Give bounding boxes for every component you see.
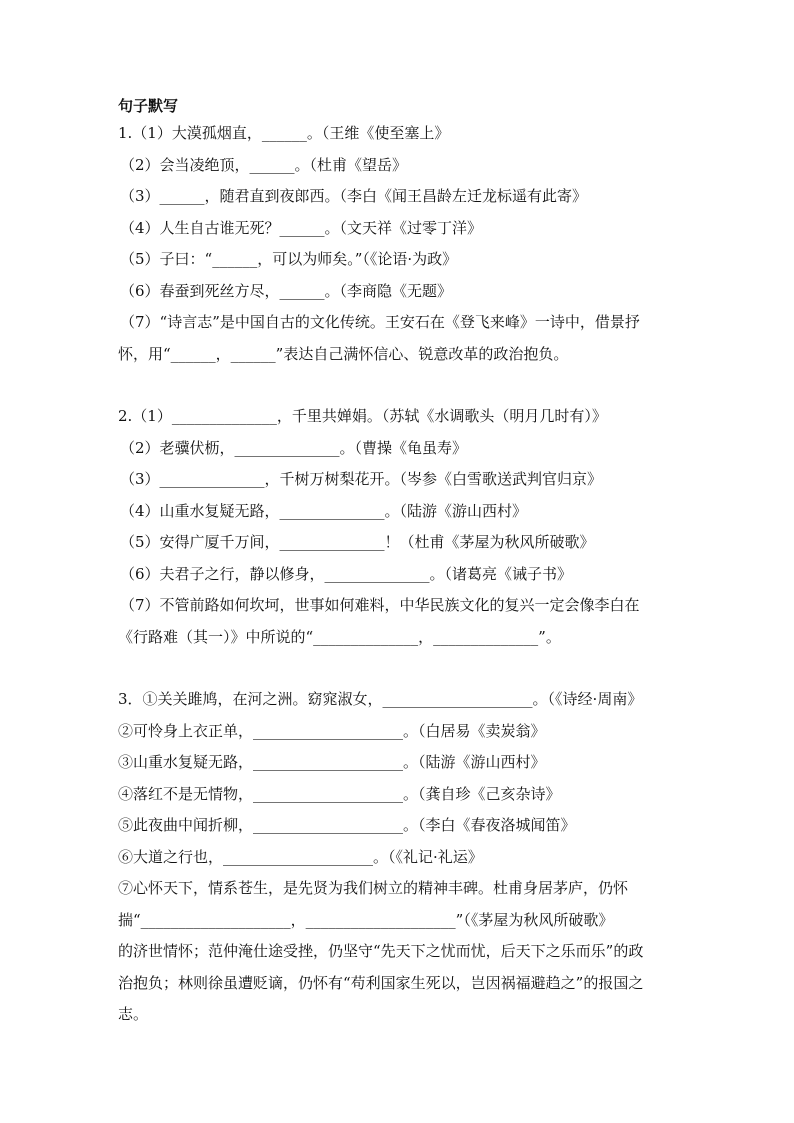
section-title: 句子默写	[118, 97, 179, 115]
q3-line: 3．①关关雎鸠，在河之洲。窈窕淑女，____________________。（《诗经·周南》	[118, 690, 643, 708]
q1-line: （2）会当凌绝顶，______。（杜甫《望岳》	[120, 155, 408, 174]
q3-line: ③山重水复疑无路，____________________。（陆游《游山西村》	[118, 753, 546, 771]
q2-line: 《行路难（其一）》中所说的“______________，______________”。	[118, 627, 561, 646]
q2-line: （7）不管前路如何坎坷，世事如何难料，中华民族文化的复兴一定会像李白在	[120, 596, 640, 614]
q1-line: （6）春蚕到死丝方尽，______。（李商隐《无题》	[120, 281, 453, 300]
q3-line: 的济世情怀；范仲淹仕途受挫，仍坚守“先天下之忧而忧，后天下之乐而乐”的政	[118, 942, 644, 960]
q2-line: （4）山重水复疑无路，______________。（陆游《游山西村》	[120, 501, 528, 520]
spacer	[118, 653, 698, 684]
q1-line: （4）人生自古谁无死？______。（文天祥《过零丁洋》	[120, 218, 483, 237]
q1-line: 怀，用“______，______”表达自己满怀信心、锐意改革的政治抱负。	[118, 344, 569, 363]
q2-line: （3）______________，千树万树梨花开。（岑参《白雪歌送武判官归京》	[120, 470, 603, 488]
q1-line: （3）______，随君直到夜郎西。（李白《闻王昌龄左迁龙标遥有此寄》	[120, 187, 588, 205]
q1-line: （7）“诗言志”是中国自古的文化传统。王安石在《登飞来峰》一诗中，借景抒	[120, 313, 640, 331]
q3-line: ⑥大道之行也，____________________。（《礼记·礼运》	[118, 847, 483, 866]
q2-line: 2.（1）______________，千里共婵娟。（苏轼《水调歌头（明月几时有）》	[118, 407, 607, 425]
q2-line: （6）夫君子之行，静以修身，______________。（诸葛亮《诫子书》	[120, 564, 573, 583]
q2-line: （2）老骥伏枥，______________。（曹操《龟虽寿》	[120, 438, 468, 457]
question-2	[118, 401, 698, 653]
q3-line: 治抱负；林则徐虽遭贬谪，仍怀有“苟利国家生死以，岂因祸福避趋之”的报国之	[118, 973, 644, 992]
q1-line: （5）子曰：“______，可以为师矣。”（《论语·为政》	[120, 250, 458, 268]
worksheet	[118, 94, 698, 1031]
q3-line: 揣“____________________，____________________”（《茅屋为秋风所破歌》	[118, 910, 614, 929]
question-3	[118, 684, 698, 1031]
spacer	[118, 370, 698, 401]
q3-line: ⑦心怀天下，情系苍生，是先贤为我们树立的精神丰碑。杜甫身居茅庐，仍怀	[118, 879, 629, 897]
q2-line: （5）安得广厦千万间，______________！（杜甫《茅屋为秋风所破歌》	[120, 533, 595, 551]
q1-line: 1.（1）大漠孤烟直，______。（王维《使至塞上》	[118, 124, 450, 142]
q3-line: ④落红不是无情物，____________________。（龚自珍《己亥杂诗》	[118, 784, 561, 803]
question-1	[118, 118, 698, 370]
q3-line: ②可怜身上衣正单，____________________。（白居易《卖炭翁》	[118, 721, 546, 740]
q3-line: ⑤此夜曲中闻折柳，____________________。（李白《春夜洛城闻笛》	[118, 816, 576, 834]
q3-line: 志。	[118, 1005, 149, 1023]
